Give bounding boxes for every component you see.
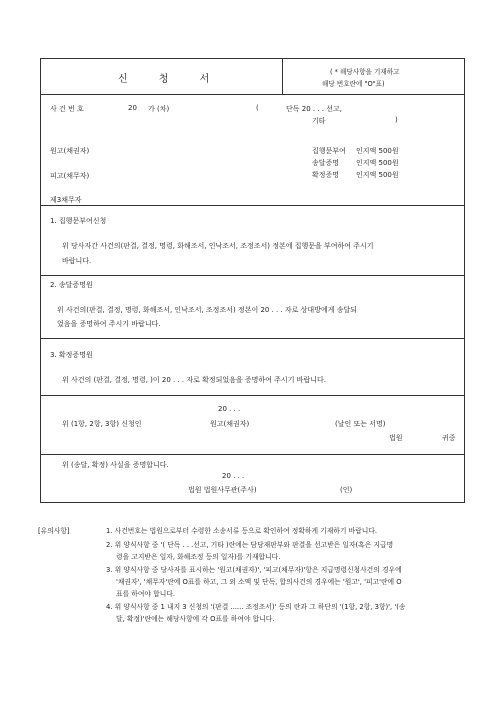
case-year: 20 xyxy=(128,104,137,112)
applicant-seal: (날인 또는 서명) xyxy=(335,420,386,428)
note-4-line-1: 4. 위 양식사항 중 1 내지 3 신청의 '(판결 ...... 조정조서)' 등의 란과 그 하단의 '(1항, 2항, 3항)', '(송 xyxy=(106,603,406,611)
applicant-role: 원고(채권자) xyxy=(210,420,250,428)
section-2-body-1: 위 사건의(판결, 결정, 명령, 화해조서, 인낙조서, 조정조서) 정본이 20 . . . 자로 상대방에게 송달되 xyxy=(57,306,357,314)
case-ga: 가 (차) xyxy=(148,105,170,113)
fee-name-3: 확정증명 xyxy=(312,171,340,179)
applicant-prefix: 위 (1항, 2항, 3항) 신청인 xyxy=(62,420,142,428)
fee-stamp-1: 인지액 500원 xyxy=(356,147,399,155)
case-dan: 단독 20 . . . 선고, xyxy=(286,105,342,113)
fee-name-2: 송달증명 xyxy=(312,159,340,167)
certification-text: 위 (송달, 확정) 사실을 증명합니다. xyxy=(62,461,169,469)
form-title: 신 청 서 xyxy=(118,74,224,85)
notes-label: [유의사항] xyxy=(38,527,70,535)
note-3-line-1: 3. 위 양식사항 중 당사자를 표시하는 '원고(채권자)', '피고(채무자)'항은 지급명령신청사건의 경우에 xyxy=(106,566,402,574)
note-4-line-2: 달, 확정)'란에는 해당사항에 각 O표를 하여야 합니다. xyxy=(116,615,275,623)
note-3-line-2: '채권자', '채무자'란에 O표를 하고, 그 외 소액 및 단독, 합의사건의 경우에는 '원고', '피고'란에 O xyxy=(116,578,402,586)
fee-stamp-3: 인지액 500원 xyxy=(356,171,399,179)
court-recipient: 귀중 xyxy=(442,434,456,442)
certification-clerk: 법원 법원사무관(주사) xyxy=(188,486,257,494)
case-paren-open: ( xyxy=(256,104,259,112)
header-instruction-2: 해당 번호란에 "O"표) xyxy=(322,80,385,88)
third-debtor-label: 제3채무자 xyxy=(50,196,82,204)
signature-date: 20 . . . xyxy=(218,405,241,413)
creditor-label: 원고(채권자) xyxy=(50,147,90,155)
header-instruction-1: ( * 해당사항을 기재하고 xyxy=(330,68,400,76)
note-2-line-2: 령을 고지받은 일자, 화해조정 등의 일자)를 기재합니다. xyxy=(116,553,281,561)
case-paren-close: ) xyxy=(395,116,398,124)
fee-name-1: 집행문부여 xyxy=(312,147,346,155)
section-3-body: 위 사건의 (판결, 결정, 명령, )이 20 . . . 자로 확정되었음을 증명하여 주시기 바랍니다. xyxy=(62,376,326,384)
certification-date: 20 . . . xyxy=(222,472,245,480)
certification-seal: (인) xyxy=(340,486,353,494)
section-1-title: 1. 집행문부여신청 xyxy=(50,217,107,225)
note-1: 1. 사건번호는 법원으로부터 수령한 소송서류 등으로 확인하여 정확하게 기재하기 바랍니다. xyxy=(106,527,378,535)
section-3-title: 3. 확정증명원 xyxy=(50,351,93,359)
debtor-label: 피고(채무자) xyxy=(50,172,90,180)
case-number-label: 사 건 번 호 xyxy=(50,105,84,113)
section-1-body-2: 바랍니다. xyxy=(62,257,92,265)
fee-stamp-2: 인지액 500원 xyxy=(356,159,399,167)
section-2-title: 2. 송달증명원 xyxy=(50,281,93,289)
court-name: 법원 xyxy=(389,434,403,442)
case-etc: 기타 xyxy=(312,117,326,125)
note-2-line-1: 2. 위 양식사항 중 '( 단독 . . .선고, 기타 )란에는 담당재판부와 판결을 선고받은 일자(혹은 지급명 xyxy=(106,541,394,549)
note-3-line-3: 표를 하여야 합니다. xyxy=(116,590,176,598)
section-1-body-1: 위 당사자간 사건의(판결, 결정, 명령, 화해조서, 인낙조서, 조정조서) 정본에 집행문을 부여하여 주시기 xyxy=(62,242,374,250)
section-2-body-2: 었음을 증명하여 주시기 바랍니다. xyxy=(57,320,161,328)
